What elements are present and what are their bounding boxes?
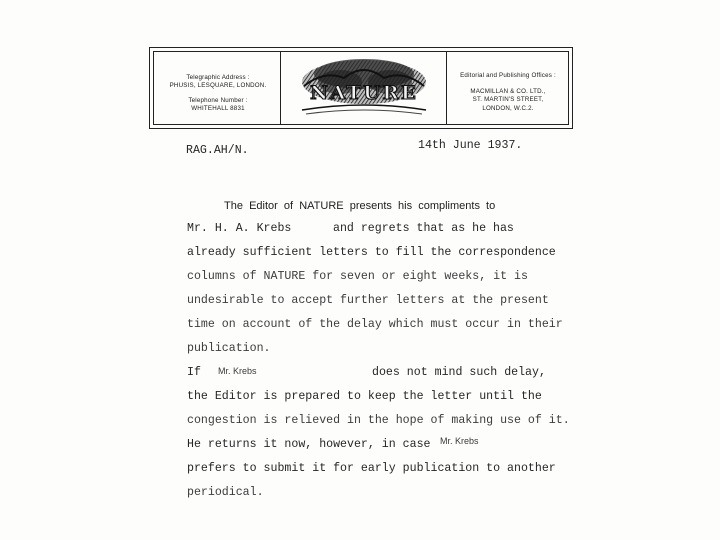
letterhead-inner-border bbox=[153, 51, 569, 125]
letter-line: and regrets that as he has bbox=[333, 222, 514, 235]
letterhead bbox=[149, 47, 573, 129]
letterhead-contact-block bbox=[158, 74, 278, 113]
letter-line: columns of NATURE for seven or eight weeks, it is bbox=[187, 270, 528, 283]
letter-date: 14th June 1937. bbox=[418, 139, 523, 152]
publisher-street: ST. MARTIN'S STREET, bbox=[472, 96, 544, 103]
publisher-city: LONDON, W.C.2. bbox=[482, 104, 534, 112]
letter-line: congestion is relieved in the hope of making use of it. bbox=[187, 414, 570, 427]
telegraphic-address-value: PHUSIS, LESQUARE, LONDON. bbox=[169, 82, 267, 89]
telephone-number-value: WHITEHALL 8831 bbox=[191, 105, 245, 112]
telephone-number-label: Telephone Number : bbox=[188, 97, 248, 104]
publisher-name: MACMILLAN & CO. LTD., bbox=[470, 87, 546, 95]
recipient-name: Mr. Krebs bbox=[218, 366, 257, 376]
letter-line-lead: If bbox=[187, 366, 201, 379]
letter-line: the Editor is prepared to keep the letter until the bbox=[187, 390, 542, 403]
letter-line: already sufficient letters to fill the correspondence bbox=[187, 246, 556, 259]
letter-reference: RAG.AH/N. bbox=[186, 144, 249, 157]
telegraphic-address-label: Telegraphic Address : bbox=[186, 74, 250, 81]
letter-line: He returns it now, however, in case bbox=[187, 438, 431, 451]
letter-line: publication. bbox=[187, 342, 271, 355]
recipient-name: Mr. Krebs bbox=[440, 436, 479, 446]
letterhead-divider-left bbox=[280, 52, 281, 124]
letter-line: periodical. bbox=[187, 486, 264, 499]
letter-line: does not mind such delay, bbox=[372, 366, 546, 379]
offices-label: Editorial and Publishing Offices : bbox=[460, 72, 556, 79]
nature-masthead-logo bbox=[284, 52, 444, 124]
letter-line: undesirable to accept further letters at the present bbox=[187, 294, 549, 307]
printed-opening-line: The Editor of NATURE presents his compliments to bbox=[224, 200, 496, 212]
letter-line: prefers to submit it for early publication to another bbox=[187, 462, 556, 475]
letterhead-offices-block bbox=[448, 72, 568, 113]
recipient-name: Mr. H. A. Krebs bbox=[187, 222, 292, 235]
letter-line: time on account of the delay which must occur in their bbox=[187, 318, 563, 331]
letterhead-divider-right bbox=[446, 52, 447, 124]
svg-text:NATURE: NATURE bbox=[310, 82, 418, 104]
